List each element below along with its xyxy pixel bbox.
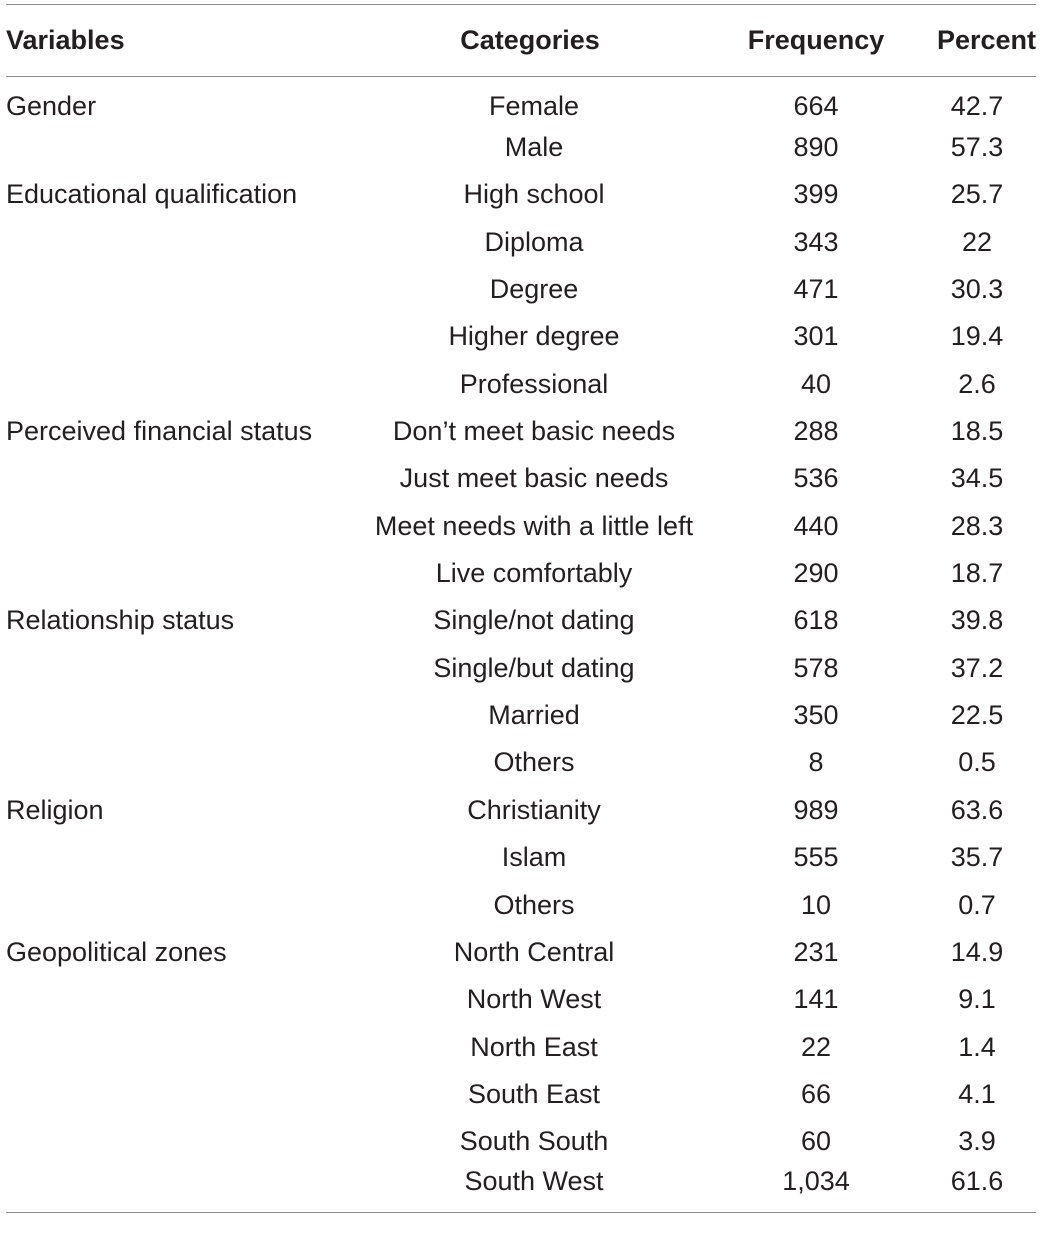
percent-cell: 28.3 bbox=[950, 510, 1004, 541]
table-row bbox=[6, 408, 1036, 455]
category-cell: South West bbox=[464, 1166, 604, 1197]
table-row bbox=[6, 1023, 1036, 1070]
frequency-cell: 290 bbox=[793, 558, 839, 589]
category-cell: Meet needs with a little left bbox=[374, 510, 694, 541]
variable-cell bbox=[6, 1165, 356, 1212]
category-cell: Degree bbox=[489, 274, 579, 305]
category-cell: South East bbox=[467, 1078, 601, 1109]
category-cell: North Central bbox=[453, 936, 615, 967]
variable-cell: Geopolitical zones bbox=[6, 936, 227, 967]
table-row bbox=[6, 219, 1036, 266]
frequency-cell: 578 bbox=[793, 652, 839, 683]
percent-cell: 39.8 bbox=[950, 605, 1004, 636]
category-cell: Others bbox=[493, 889, 575, 920]
variable-cell: Religion bbox=[6, 794, 104, 825]
category-cell: Single/but dating bbox=[433, 652, 635, 683]
table-row bbox=[6, 881, 1036, 928]
percent-cell: 34.5 bbox=[950, 463, 1004, 494]
frequency-cell: 40 bbox=[800, 368, 832, 399]
category-cell: Just meet basic needs bbox=[399, 463, 669, 494]
frequency-cell: 231 bbox=[793, 936, 839, 967]
demographics-table bbox=[6, 4, 1036, 1213]
table-row bbox=[6, 739, 1036, 786]
category-cell: South South bbox=[459, 1126, 609, 1157]
table-row bbox=[6, 834, 1036, 881]
frequency-cell: 471 bbox=[793, 274, 839, 305]
percent-cell: 14.9 bbox=[950, 936, 1004, 967]
frequency-cell: 301 bbox=[793, 321, 839, 352]
percent-cell: 4.1 bbox=[958, 1078, 996, 1109]
percent-cell: 25.7 bbox=[950, 179, 1004, 210]
variable-cell: Relationship status bbox=[6, 605, 235, 636]
category-cell: Others bbox=[493, 747, 575, 778]
frequency-cell: 22 bbox=[800, 1031, 832, 1062]
frequency-cell: 664 bbox=[793, 90, 839, 121]
frequency-cell: 399 bbox=[793, 179, 839, 210]
category-cell: North East bbox=[470, 1031, 598, 1062]
table-row bbox=[6, 266, 1036, 313]
variable-cell bbox=[6, 1023, 356, 1070]
table-row bbox=[6, 503, 1036, 550]
frequency-cell: 343 bbox=[793, 226, 839, 257]
percent-cell: 3.9 bbox=[958, 1126, 996, 1157]
table-row bbox=[6, 171, 1036, 218]
category-cell: Female bbox=[488, 90, 580, 121]
percent-cell: 22 bbox=[961, 226, 993, 257]
table-body bbox=[6, 77, 1036, 1213]
table-row bbox=[6, 1118, 1036, 1165]
category-cell: North West bbox=[466, 984, 602, 1015]
frequency-cell: 66 bbox=[800, 1078, 832, 1109]
variable-cell bbox=[6, 881, 356, 928]
variable-cell: Perceived financial status bbox=[6, 416, 313, 447]
variable-cell bbox=[6, 739, 356, 786]
variable-cell bbox=[6, 834, 356, 881]
percent-cell: 18.5 bbox=[950, 416, 1004, 447]
frequency-cell: 440 bbox=[793, 510, 839, 541]
frequency-cell: 989 bbox=[793, 794, 839, 825]
frequency-cell: 10 bbox=[800, 889, 832, 920]
category-cell: High school bbox=[463, 179, 605, 210]
frequency-cell: 618 bbox=[793, 605, 839, 636]
category-cell: Islam bbox=[501, 842, 567, 873]
variable-cell bbox=[6, 455, 356, 502]
variable-cell bbox=[6, 124, 356, 171]
percent-cell: 57.3 bbox=[950, 132, 1004, 163]
percent-cell: 1.4 bbox=[958, 1031, 996, 1062]
variable-cell bbox=[6, 692, 356, 739]
table-row bbox=[6, 550, 1036, 597]
percent-cell: 63.6 bbox=[950, 794, 1004, 825]
percent-cell: 42.7 bbox=[950, 90, 1004, 121]
category-cell: Professional bbox=[459, 368, 609, 399]
percent-cell: 2.6 bbox=[958, 368, 996, 399]
frequency-cell: 288 bbox=[793, 416, 839, 447]
table-row bbox=[6, 692, 1036, 739]
table-row bbox=[6, 787, 1036, 834]
frequency-cell: 8 bbox=[808, 747, 824, 778]
variable-cell bbox=[6, 645, 356, 692]
variable-cell bbox=[6, 503, 356, 550]
percent-cell: 35.7 bbox=[950, 842, 1004, 873]
percent-cell: 30.3 bbox=[950, 274, 1004, 305]
percent-cell: 37.2 bbox=[950, 652, 1004, 683]
variable-cell bbox=[6, 1071, 356, 1118]
table-row bbox=[6, 645, 1036, 692]
table-row bbox=[6, 77, 1036, 124]
frequency-cell: 60 bbox=[800, 1126, 832, 1157]
percent-cell: 0.5 bbox=[958, 747, 996, 778]
table-row bbox=[6, 1165, 1036, 1212]
header-frequency: Frequency bbox=[747, 25, 885, 55]
percent-cell: 9.1 bbox=[958, 984, 996, 1015]
percent-cell: 0.7 bbox=[958, 889, 996, 920]
table-row bbox=[6, 124, 1036, 171]
table-row bbox=[6, 361, 1036, 408]
frequency-cell: 350 bbox=[793, 700, 839, 731]
header-percent: Percent bbox=[936, 25, 1036, 55]
table-row bbox=[6, 1071, 1036, 1118]
category-cell: Married bbox=[488, 700, 580, 731]
table-header bbox=[6, 5, 1036, 77]
table-row bbox=[6, 597, 1036, 644]
percent-cell: 22.5 bbox=[950, 700, 1004, 731]
variable-cell bbox=[6, 550, 356, 597]
category-cell: Christianity bbox=[467, 794, 601, 825]
table-row bbox=[6, 455, 1036, 502]
category-cell: Diploma bbox=[484, 226, 584, 257]
table-row bbox=[6, 929, 1036, 976]
percent-cell: 61.6 bbox=[950, 1166, 1004, 1197]
variable-cell: Educational qualification bbox=[6, 179, 298, 210]
frequency-cell: 555 bbox=[793, 842, 839, 873]
header-row bbox=[6, 5, 1036, 77]
frequency-cell: 1,034 bbox=[782, 1166, 850, 1197]
percent-cell: 19.4 bbox=[950, 321, 1004, 352]
variable-cell bbox=[6, 313, 356, 360]
variable-cell bbox=[6, 219, 356, 266]
table-row bbox=[6, 976, 1036, 1023]
variable-cell bbox=[6, 361, 356, 408]
variable-cell bbox=[6, 976, 356, 1023]
variable-cell bbox=[6, 1118, 356, 1165]
table-row bbox=[6, 313, 1036, 360]
frequency-cell: 141 bbox=[793, 984, 839, 1015]
percent-cell: 18.7 bbox=[950, 558, 1004, 589]
variable-cell bbox=[6, 266, 356, 313]
category-cell: Male bbox=[504, 132, 564, 163]
category-cell: Live comfortably bbox=[435, 558, 633, 589]
frequency-cell: 890 bbox=[793, 132, 839, 163]
variable-cell: Gender bbox=[6, 90, 97, 121]
frequency-cell: 536 bbox=[793, 463, 839, 494]
category-cell: Don’t meet basic needs bbox=[392, 416, 676, 447]
demographics-table-container bbox=[6, 4, 1036, 1213]
category-cell: Single/not dating bbox=[433, 605, 635, 636]
category-cell: Higher degree bbox=[448, 321, 620, 352]
header-categories: Categories bbox=[460, 25, 600, 55]
header-variables: Variables bbox=[6, 25, 125, 55]
